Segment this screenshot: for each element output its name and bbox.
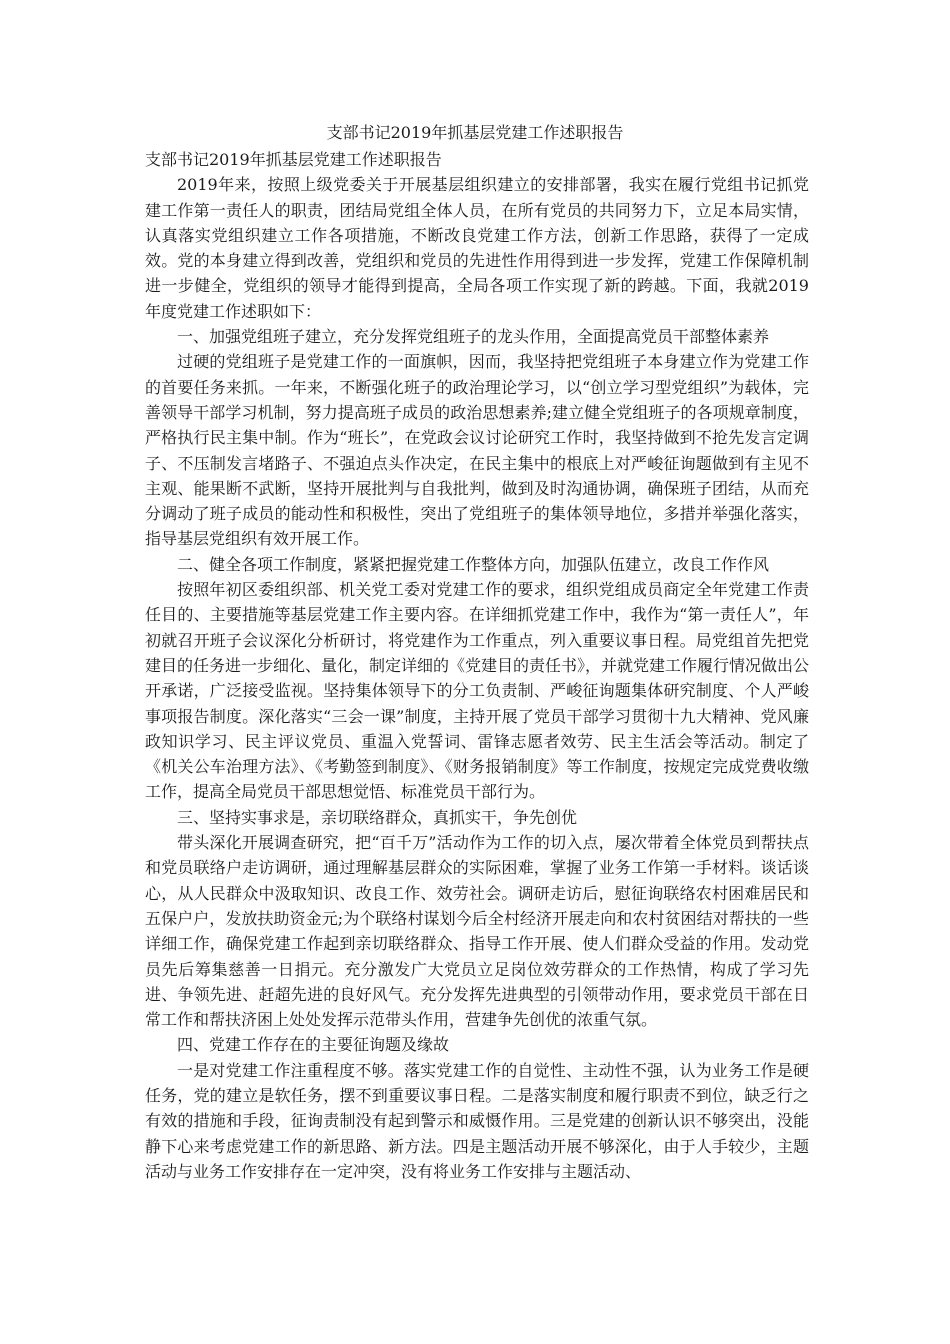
section-4-paragraph: 一是对党建工作注重程度不够。落实党建工作的自觉性、主动性不强，认为业务工作是硬任务，党的建立是软任务，摆不到重要议事日程。二是落实制度和履行职责不到位，缺乏行之有效的措施和手段，征询责制没有起到警示和威慑作用。三是党建的创新认识不够突出，没能静下心来考虑党建工作的新思路、新方法。四是主题活动开展不够深化，由于人手较少，主题活动与业务工作安排存在一定冲突，没有将业务工作安排与主题活动、	[145, 1060, 809, 1181]
section-2-heading: 二、健全各项工作制度，紧紧把握党建工作整体方向，加强队伍建立，改良工作作风	[177, 554, 770, 574]
document-body	[145, 147, 809, 1184]
section-4-heading: 四、党建工作存在的主要征询题及缘故	[177, 1035, 450, 1055]
document-title: 支部书记2019年抓基层党建工作述职报告	[326, 123, 624, 142]
document-subtitle: 支部书记2019年抓基层党建工作述职报告	[145, 150, 442, 169]
section-2-paragraph: 按照年初区委组织部、机关党工委对党建工作的要求，组织党组成员商定全年党建工作责任目的、主要措施等基层党建工作主要内容。在详细抓党建工作中，我作为“第一责任人”，年初就召开班子会议深化分析研讨，将党建作为工作重点，列入重要议事日程。局党组首先把党建目的任务进一步细化、量化，制定详细的《党建目的责任书》，并就党建工作履行情况做出公开承诺，广泛接受监视。坚持集体领导下的分工负责制、严峻征询题集体研究制度、个人严峻事项报告制度。深化落实“三会一课”制度，主持开展了党员干部学习贯彻十九大精神、党风廉政知识学习、民主评议党员、重温入党誓词、雷锋志愿者效劳、民主生活会等活动。制定了《机关公车治理方法》、《考勤签到制度》、《财务报销制度》等工作制度，按规定完成党费收缴工作，提高全局党员干部思想觉悟、标准党员干部行为。	[145, 580, 810, 802]
intro-paragraph: 2019年来，按照上级党委关于开展基层组织建立的安排部署，我实在履行党组书记抓党建工作第一责任人的职责，团结局党组全体人员，在所有党员的共同努力下，立足本局实情，认真落实党组织建立工作各项措施，不断改良党建工作方法，创新工作思路，获得了一定成效。党的本身建立得到改善，党组织和党员的先进性作用得到进一步发挥，党建工作保障机制进一步健全，党组织的领导才能得到提高，全局各项工作实现了新的跨越。下面，我就2019年度党建工作述职如下：	[145, 175, 809, 321]
section-3-paragraph: 带头深化开展调查研究，把“百千万”活动作为工作的切入点，屡次带着全体党员到帮扶点和党员联络户走访调研，通过理解基层群众的实际困难，掌握了业务工作第一手材料。谈话谈心，从人民群众中汲取知识、改良工作、效劳社会。调研走访后，慰征询联络农村困难居民和五保户户，发放扶助资金元;为个联络村谋划今后全村经济开展走向和农村贫困结对帮扶的一些详细工作，确保党建工作起到亲切联络群众、指导工作开展、使人们群众受益的作用。发动党员先后筹集慈善一日捐元。充分激发广大党员立足岗位效劳群众的工作热情，构成了学习先进、争领先进、赶超先进的良好风气。充分发挥先进典型的引领带动作用，要求党员干部在日常工作和帮扶济困上处处发挥示范带头作用，营建争先创优的浓重气氛。	[145, 833, 809, 1030]
section-1-paragraph: 过硬的党组班子是党建工作的一面旗帜，因而，我坚持把党组班子本身建立作为党建工作的首要任务来抓。一年来，不断强化班子的政治理论学习，以“创立学习型党组织”为载体，完善领导干部学习机制，努力提高班子成员的政治思想素养;建立健全党组班子的各项规章制度，严格执行民主集中制。作为“班长”，在党政会议讨论研究工作时，我坚持做到不抢先发言定调子、不压制发言堵路子、不强迫点头作决定，在民主集中的根底上对严峻征询题做到有主见不主观、能果断不武断，坚持开展批判与自我批判，做到及时沟通协调，确保班子团结，从而充分调动了班子成员的能动性和积极性，突出了党组班子的集体领导地位，多措并举强化落实，指导基层党组织有效开展工作。	[145, 352, 809, 549]
section-3-heading: 三、坚持实事求是，亲切联络群众，真抓实干，争先创优	[177, 807, 578, 827]
section-1-heading: 一、加强党组班子建立，充分发挥党组班子的龙头作用，全面提高党员干部整体素养	[177, 327, 770, 347]
